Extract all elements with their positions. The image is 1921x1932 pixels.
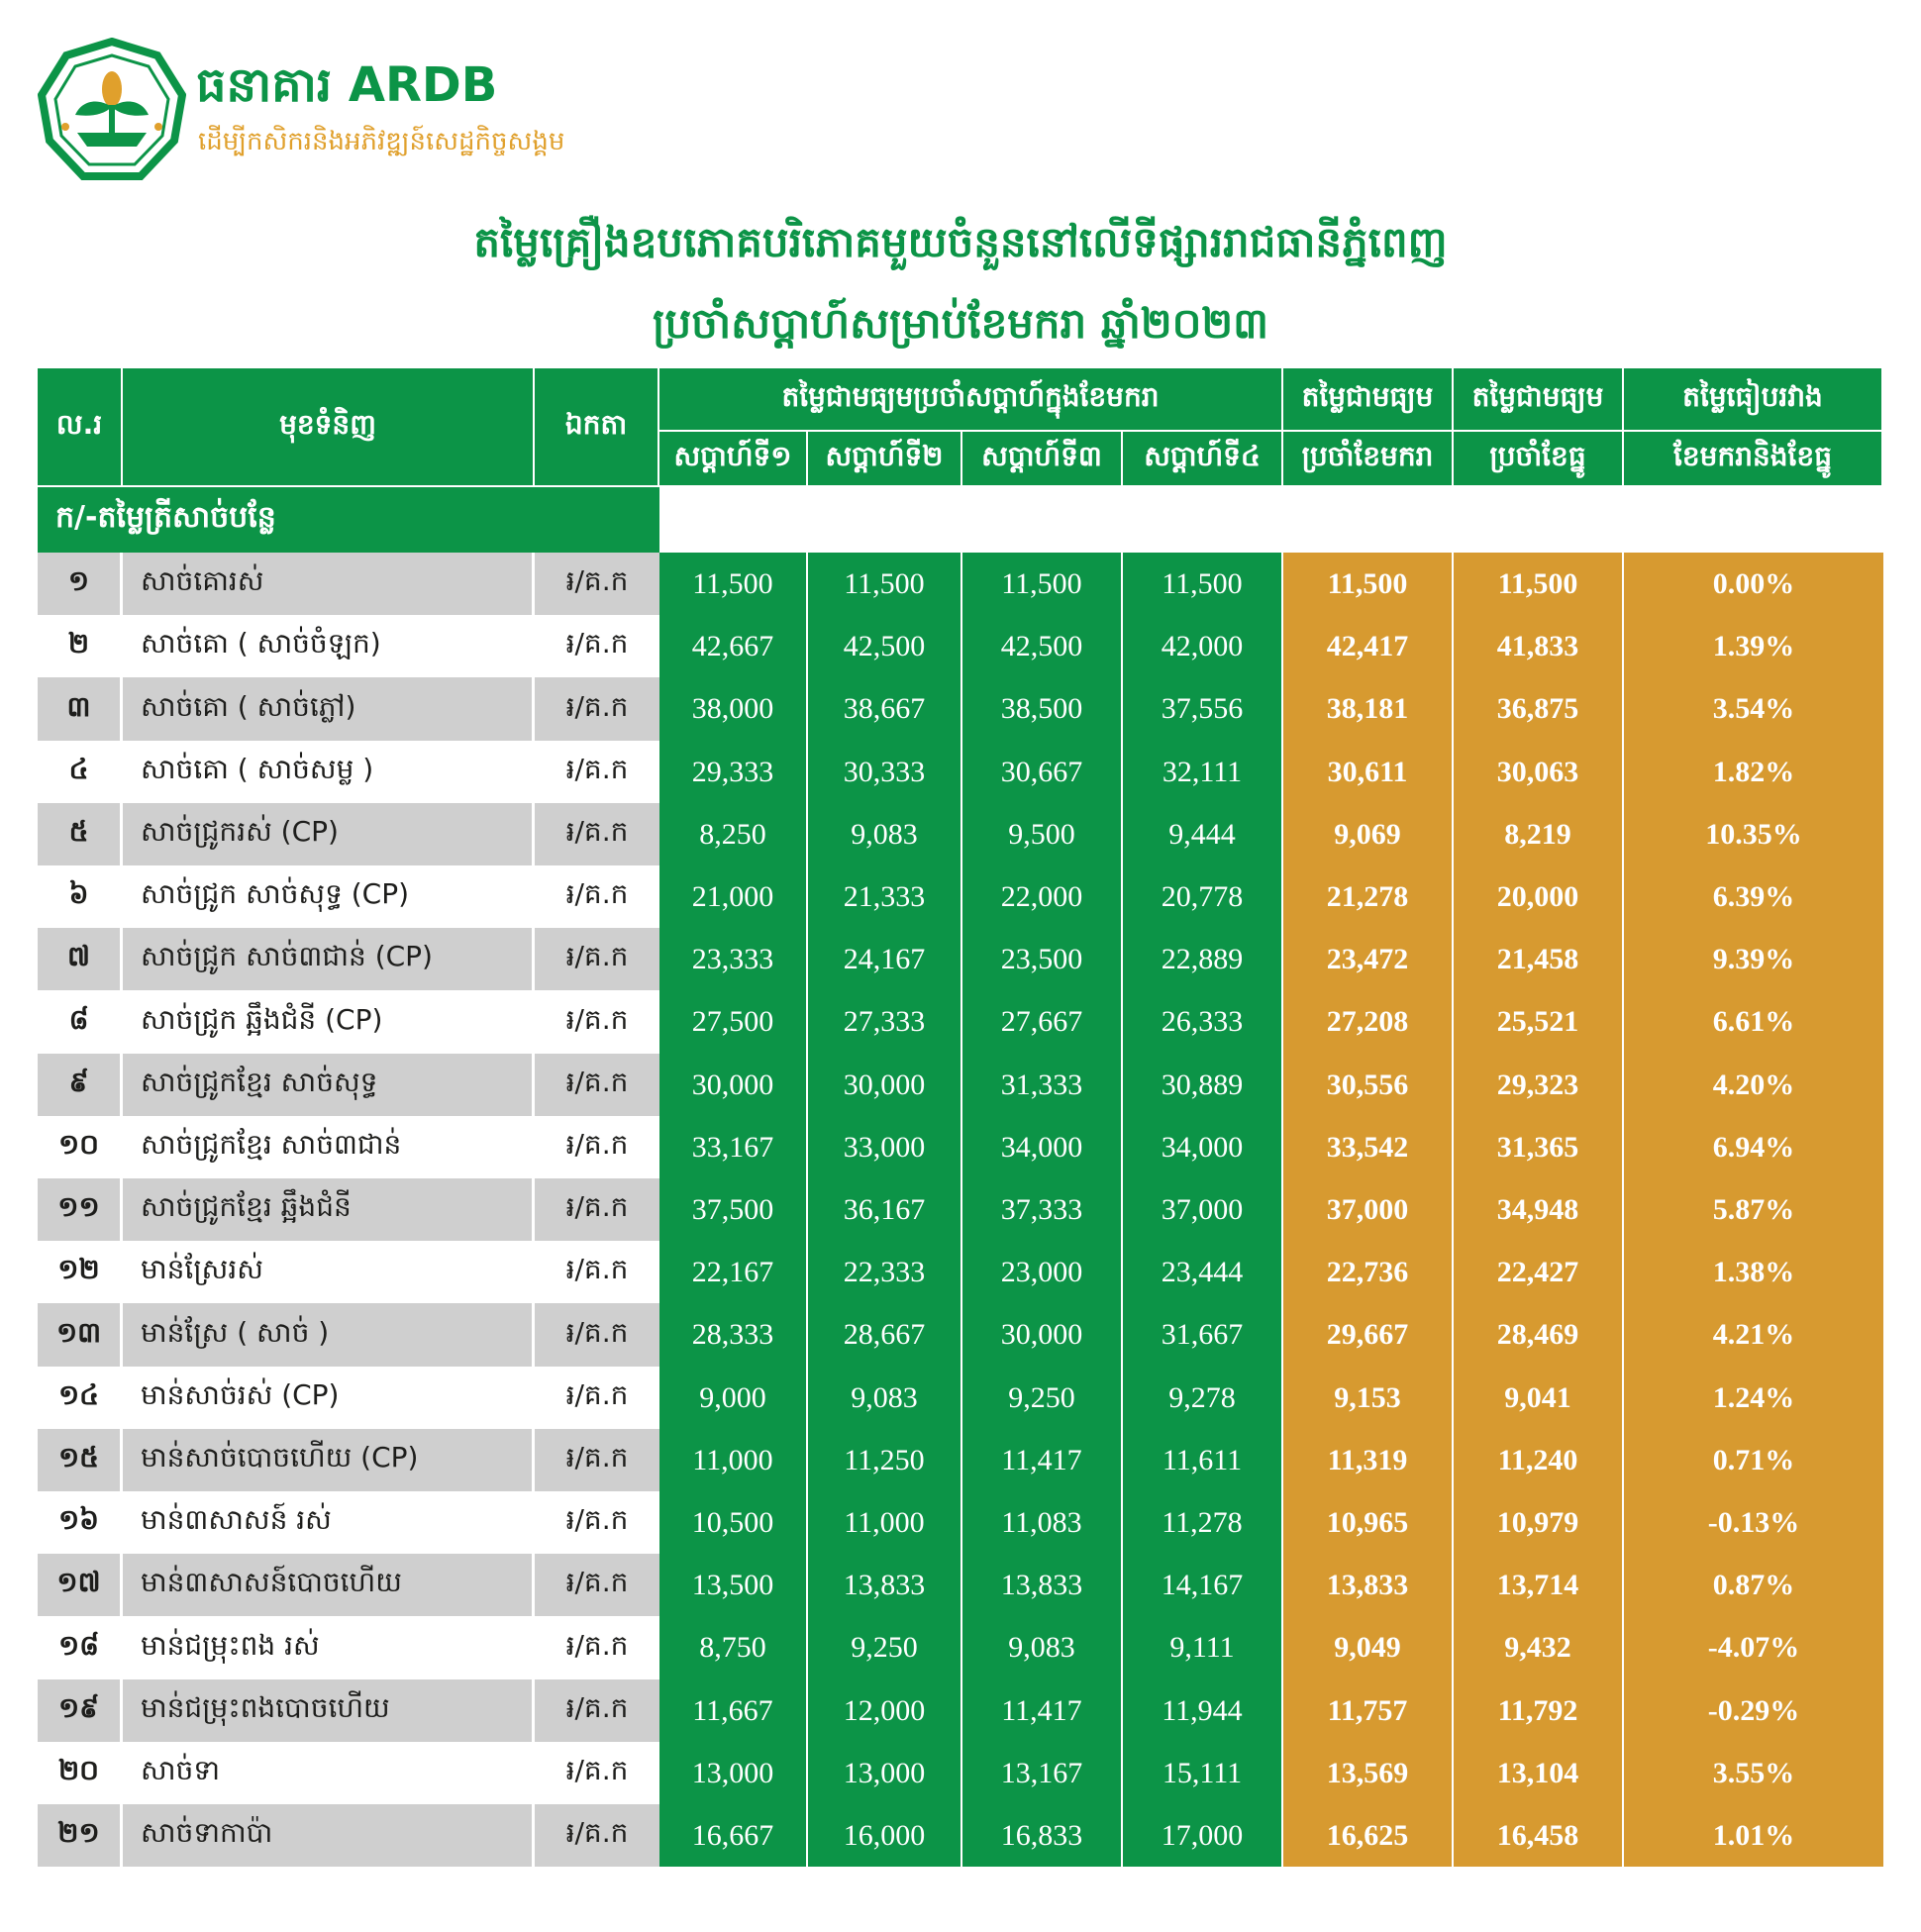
avg-jan-price: 13,833: [1283, 1554, 1454, 1616]
product-name: សាច់គោរស់: [123, 553, 535, 615]
avg-dec-price: 11,240: [1454, 1429, 1624, 1491]
avg-jan-price: 11,319: [1283, 1429, 1454, 1491]
product-name: មាន់ស្រែ ( សាច់ ): [123, 1303, 535, 1367]
avg-dec-price: 34,948: [1454, 1178, 1624, 1241]
week-2-price: 9,083: [808, 803, 962, 865]
product-name: សាច់ជ្រូកខ្មែរ សាច់សុទ្ធ: [123, 1054, 535, 1116]
product-name: មាន់ជម្រុះពង រស់: [123, 1616, 535, 1679]
week-3-price: 34,000: [962, 1116, 1123, 1178]
avg-dec-price: 16,458: [1454, 1804, 1624, 1867]
week-2-price: 36,167: [808, 1178, 962, 1241]
compare-pct: 4.20%: [1624, 1054, 1883, 1116]
week-2-price: 30,333: [808, 741, 962, 803]
avg-dec-price: 28,469: [1454, 1303, 1624, 1367]
product-name: សាច់ជ្រូកខ្មែរ ឆ្អឹងជំនី: [123, 1178, 535, 1241]
row-number: ១៨: [38, 1616, 123, 1679]
header: [38, 38, 592, 186]
compare-pct: 1.39%: [1624, 615, 1883, 677]
row-number: ១: [38, 553, 123, 615]
avg-dec-price: 13,104: [1454, 1742, 1624, 1804]
week-3-price: 30,667: [962, 741, 1123, 803]
compare-pct: 0.00%: [1624, 553, 1883, 615]
week-3-price: 11,083: [962, 1491, 1123, 1554]
avg-jan-price: 9,049: [1283, 1616, 1454, 1679]
unit: ៛/គ.ក: [535, 1742, 659, 1804]
row-number: ៩: [38, 1054, 123, 1116]
unit: ៛/គ.ក: [535, 1554, 659, 1616]
unit: ៛/គ.ក: [535, 1616, 659, 1679]
week-2-price: 42,500: [808, 615, 962, 677]
compare-pct: -0.13%: [1624, 1491, 1883, 1554]
compare-pct: 6.61%: [1624, 990, 1883, 1054]
row-number: ៨: [38, 990, 123, 1054]
week-2-price: 11,000: [808, 1491, 962, 1554]
section-label: ក/-តម្លៃត្រីសាច់បន្លែ: [38, 487, 659, 553]
price-table: [38, 368, 1883, 1874]
bank-tagline: ដើម្បីកសិករនិងអភិវឌ្ឍន៍សេដ្ឋកិច្ចសង្គម: [198, 127, 565, 156]
avg-jan-price: 37,000: [1283, 1178, 1454, 1241]
week-3-price: 11,417: [962, 1679, 1123, 1742]
week-2-price: 9,250: [808, 1616, 962, 1679]
avg-dec-price: 11,500: [1454, 553, 1624, 615]
compare-pct: 0.71%: [1624, 1429, 1883, 1491]
avg-dec-price: 21,458: [1454, 928, 1624, 990]
week-2-price: 24,167: [808, 928, 962, 990]
week-3-price: 13,833: [962, 1554, 1123, 1616]
avg-jan-price: 21,278: [1283, 865, 1454, 928]
week-4-price: 15,111: [1123, 1742, 1283, 1804]
product-name: សាច់គោ ( សាច់ចំឡក): [123, 615, 535, 677]
avg-dec-price: 36,875: [1454, 677, 1624, 741]
row-number: ១១: [38, 1178, 123, 1241]
avg-jan-price: 30,556: [1283, 1054, 1454, 1116]
avg-jan-price: 11,757: [1283, 1679, 1454, 1742]
week-4-price: 9,444: [1123, 803, 1283, 865]
row-number: ២០: [38, 1742, 123, 1804]
product-name: សាច់ជ្រូក សាច់៣ជាន់ (CP): [123, 928, 535, 990]
avg-dec-price: 29,323: [1454, 1054, 1624, 1116]
week-2-price: 33,000: [808, 1116, 962, 1178]
week-4-price: 31,667: [1123, 1303, 1283, 1367]
week-1-price: 8,250: [659, 803, 808, 865]
week-4-price: 34,000: [1123, 1116, 1283, 1178]
unit: ៛/គ.ក: [535, 1303, 659, 1367]
compare-pct: 1.24%: [1624, 1367, 1883, 1429]
unit: ៛/គ.ក: [535, 865, 659, 928]
week-1-price: 38,000: [659, 677, 808, 741]
week-2-price: 22,333: [808, 1241, 962, 1303]
week-1-price: 21,000: [659, 865, 808, 928]
avg-jan-price: 33,542: [1283, 1116, 1454, 1178]
header-week-4: សប្តាហ៍ទី៤: [1123, 432, 1283, 487]
row-number: ១៥: [38, 1429, 123, 1491]
week-1-price: 28,333: [659, 1303, 808, 1367]
week-3-price: 30,000: [962, 1303, 1123, 1367]
avg-dec-price: 25,521: [1454, 990, 1624, 1054]
compare-pct: 4.21%: [1624, 1303, 1883, 1367]
header-product: មុខទំនិញ: [123, 368, 535, 487]
week-3-price: 9,500: [962, 803, 1123, 865]
week-1-price: 30,000: [659, 1054, 808, 1116]
week-4-price: 17,000: [1123, 1804, 1283, 1867]
row-number: ១៤: [38, 1367, 123, 1429]
unit: ៛/គ.ក: [535, 1178, 659, 1241]
avg-jan-price: 16,625: [1283, 1804, 1454, 1867]
avg-dec-price: 10,979: [1454, 1491, 1624, 1554]
compare-pct: -4.07%: [1624, 1616, 1883, 1679]
avg-jan-price: 9,153: [1283, 1367, 1454, 1429]
unit: ៛/គ.ក: [535, 1367, 659, 1429]
row-number: ៦: [38, 865, 123, 928]
compare-pct: 1.82%: [1624, 741, 1883, 803]
avg-jan-price: 9,069: [1283, 803, 1454, 865]
row-number: ១៦: [38, 1491, 123, 1554]
unit: ៛/គ.ក: [535, 1679, 659, 1742]
week-4-price: 37,000: [1123, 1178, 1283, 1241]
compare-pct: 6.39%: [1624, 865, 1883, 928]
avg-jan-price: 30,611: [1283, 741, 1454, 803]
avg-jan-price: 11,500: [1283, 553, 1454, 615]
week-2-price: 12,000: [808, 1679, 962, 1742]
week-1-price: 33,167: [659, 1116, 808, 1178]
week-4-price: 11,278: [1123, 1491, 1283, 1554]
product-name: សាច់គោ ( សាច់ភ្លៅ): [123, 677, 535, 741]
header-compare-bottom: ខែមករានិងខែធ្នូ: [1624, 432, 1883, 487]
avg-jan-price: 23,472: [1283, 928, 1454, 990]
week-2-price: 9,083: [808, 1367, 962, 1429]
week-1-price: 42,667: [659, 615, 808, 677]
week-3-price: 42,500: [962, 615, 1123, 677]
week-3-price: 23,500: [962, 928, 1123, 990]
unit: ៛/គ.ក: [535, 1116, 659, 1178]
week-3-price: 11,417: [962, 1429, 1123, 1491]
product-name: មាន់៣សាសន៍ រស់: [123, 1491, 535, 1554]
week-4-price: 9,111: [1123, 1616, 1283, 1679]
compare-pct: 0.87%: [1624, 1554, 1883, 1616]
avg-jan-price: 29,667: [1283, 1303, 1454, 1367]
week-4-price: 11,611: [1123, 1429, 1283, 1491]
avg-dec-price: 9,041: [1454, 1367, 1624, 1429]
week-2-price: 11,500: [808, 553, 962, 615]
week-4-price: 20,778: [1123, 865, 1283, 928]
compare-pct: 1.01%: [1624, 1804, 1883, 1867]
product-name: សាច់ជ្រូក ឆ្អឹងជំនី (CP): [123, 990, 535, 1054]
week-4-price: 11,500: [1123, 553, 1283, 615]
week-2-price: 16,000: [808, 1804, 962, 1867]
page-subtitle: ប្រចាំសប្តាហ៍សម្រាប់ខែមករា ឆ្នាំ២០២៣: [652, 299, 1269, 348]
unit: ៛/គ.ក: [535, 615, 659, 677]
unit: ៛/គ.ក: [535, 1491, 659, 1554]
week-3-price: 31,333: [962, 1054, 1123, 1116]
week-2-price: 38,667: [808, 677, 962, 741]
week-4-price: 14,167: [1123, 1554, 1283, 1616]
week-1-price: 11,667: [659, 1679, 808, 1742]
compare-pct: 9.39%: [1624, 928, 1883, 990]
week-4-price: 30,889: [1123, 1054, 1283, 1116]
row-number: ៧: [38, 928, 123, 990]
bank-name: ធនាគារ ARDB: [196, 57, 498, 113]
header-week-3: សប្តាហ៍ទី៣: [962, 432, 1123, 487]
header-unit: ឯកតា: [535, 368, 659, 487]
header-avg-dec-bottom: ប្រចាំខែធ្នូ: [1454, 432, 1624, 487]
week-2-price: 28,667: [808, 1303, 962, 1367]
row-number: ២: [38, 615, 123, 677]
week-3-price: 9,083: [962, 1616, 1123, 1679]
unit: ៛/គ.ក: [535, 990, 659, 1054]
week-3-price: 22,000: [962, 865, 1123, 928]
product-name: មាន់សាច់បោចហើយ (CP): [123, 1429, 535, 1491]
week-3-price: 27,667: [962, 990, 1123, 1054]
week-1-price: 29,333: [659, 741, 808, 803]
week-1-price: 9,000: [659, 1367, 808, 1429]
unit: ៛/គ.ក: [535, 1429, 659, 1491]
row-number: ១២: [38, 1241, 123, 1303]
avg-jan-price: 38,181: [1283, 677, 1454, 741]
avg-dec-price: 22,427: [1454, 1241, 1624, 1303]
compare-pct: 1.38%: [1624, 1241, 1883, 1303]
product-name: សាច់គោ ( សាច់សម្ល ): [123, 741, 535, 803]
avg-dec-price: 9,432: [1454, 1616, 1624, 1679]
avg-dec-price: 41,833: [1454, 615, 1624, 677]
avg-dec-price: 30,063: [1454, 741, 1624, 803]
week-4-price: 42,000: [1123, 615, 1283, 677]
product-name: សាច់ជ្រូករស់ (CP): [123, 803, 535, 865]
avg-jan-price: 13,569: [1283, 1742, 1454, 1804]
row-number: ៥: [38, 803, 123, 865]
header-weekly-group: តម្លៃជាមធ្យមប្រចាំសប្តាហ៍ក្នុងខែមករា: [659, 368, 1283, 432]
week-3-price: 38,500: [962, 677, 1123, 741]
product-name: មាន់សាច់រស់ (CP): [123, 1367, 535, 1429]
row-number: ១០: [38, 1116, 123, 1178]
week-4-price: 11,944: [1123, 1679, 1283, 1742]
unit: ៛/គ.ក: [535, 677, 659, 741]
compare-pct: 6.94%: [1624, 1116, 1883, 1178]
ardb-logo-icon: [38, 38, 186, 186]
page-title: តម្លៃគ្រឿងឧបភោគបរិភោគមួយចំនួននៅលើទីផ្សាររាជធានីភ្នំពេញ: [473, 218, 1448, 266]
avg-dec-price: 31,365: [1454, 1116, 1624, 1178]
week-1-price: 22,167: [659, 1241, 808, 1303]
header-week-1: សប្តាហ៍ទី១: [659, 432, 808, 487]
row-number: ២១: [38, 1804, 123, 1867]
week-1-price: 11,500: [659, 553, 808, 615]
week-2-price: 30,000: [808, 1054, 962, 1116]
compare-pct: -0.29%: [1624, 1679, 1883, 1742]
week-1-price: 16,667: [659, 1804, 808, 1867]
week-4-price: 32,111: [1123, 741, 1283, 803]
week-3-price: 16,833: [962, 1804, 1123, 1867]
compare-pct: 3.54%: [1624, 677, 1883, 741]
header-compare-top: តម្លៃធៀបរវាង: [1624, 368, 1883, 432]
compare-pct: 3.55%: [1624, 1742, 1883, 1804]
avg-dec-price: 20,000: [1454, 865, 1624, 928]
week-3-price: 23,000: [962, 1241, 1123, 1303]
week-2-price: 13,000: [808, 1742, 962, 1804]
week-4-price: 37,556: [1123, 677, 1283, 741]
week-1-price: 13,000: [659, 1742, 808, 1804]
product-name: សាច់ទាកាប៉ា: [123, 1804, 535, 1867]
avg-dec-price: 13,714: [1454, 1554, 1624, 1616]
week-1-price: 13,500: [659, 1554, 808, 1616]
product-name: មាន់៣សាសន៍បោចហើយ: [123, 1554, 535, 1616]
product-name: សាច់ទា: [123, 1742, 535, 1804]
row-number: ៣: [38, 677, 123, 741]
week-4-price: 23,444: [1123, 1241, 1283, 1303]
row-number: ៤: [38, 741, 123, 803]
avg-jan-price: 27,208: [1283, 990, 1454, 1054]
header-week-2: សប្តាហ៍ទី២: [808, 432, 962, 487]
unit: ៛/គ.ក: [535, 1804, 659, 1867]
row-number: ១៩: [38, 1679, 123, 1742]
unit: ៛/គ.ក: [535, 1054, 659, 1116]
week-3-price: 11,500: [962, 553, 1123, 615]
week-1-price: 27,500: [659, 990, 808, 1054]
week-4-price: 22,889: [1123, 928, 1283, 990]
compare-pct: 5.87%: [1624, 1178, 1883, 1241]
unit: ៛/គ.ក: [535, 741, 659, 803]
avg-jan-price: 42,417: [1283, 615, 1454, 677]
header-avg-jan-bottom: ប្រចាំខែមករា: [1283, 432, 1454, 487]
week-3-price: 9,250: [962, 1367, 1123, 1429]
week-1-price: 23,333: [659, 928, 808, 990]
avg-dec-price: 11,792: [1454, 1679, 1624, 1742]
header-no: ល.រ: [38, 368, 123, 487]
product-name: សាច់ជ្រូកខ្មែរ សាច់៣ជាន់: [123, 1116, 535, 1178]
avg-dec-price: 8,219: [1454, 803, 1624, 865]
week-2-price: 21,333: [808, 865, 962, 928]
week-2-price: 11,250: [808, 1429, 962, 1491]
unit: ៛/គ.ក: [535, 803, 659, 865]
row-number: ១៧: [38, 1554, 123, 1616]
week-3-price: 37,333: [962, 1178, 1123, 1241]
week-3-price: 13,167: [962, 1742, 1123, 1804]
week-2-price: 13,833: [808, 1554, 962, 1616]
week-1-price: 37,500: [659, 1178, 808, 1241]
week-2-price: 27,333: [808, 990, 962, 1054]
avg-jan-price: 10,965: [1283, 1491, 1454, 1554]
week-1-price: 8,750: [659, 1616, 808, 1679]
week-4-price: 26,333: [1123, 990, 1283, 1054]
product-name: សាច់ជ្រូក សាច់សុទ្ធ (CP): [123, 865, 535, 928]
row-number: ១៣: [38, 1303, 123, 1367]
week-1-price: 10,500: [659, 1491, 808, 1554]
product-name: មាន់ជម្រុះពងបោចហើយ: [123, 1679, 535, 1742]
avg-jan-price: 22,736: [1283, 1241, 1454, 1303]
product-name: មាន់ស្រែរស់: [123, 1241, 535, 1303]
unit: ៛/គ.ក: [535, 928, 659, 990]
header-avg-dec-top: តម្លៃជាមធ្យម: [1454, 368, 1624, 432]
unit: ៛/គ.ក: [535, 1241, 659, 1303]
week-1-price: 11,000: [659, 1429, 808, 1491]
header-avg-jan-top: តម្លៃជាមធ្យម: [1283, 368, 1454, 432]
compare-pct: 10.35%: [1624, 803, 1883, 865]
unit: ៛/គ.ក: [535, 553, 659, 615]
week-4-price: 9,278: [1123, 1367, 1283, 1429]
